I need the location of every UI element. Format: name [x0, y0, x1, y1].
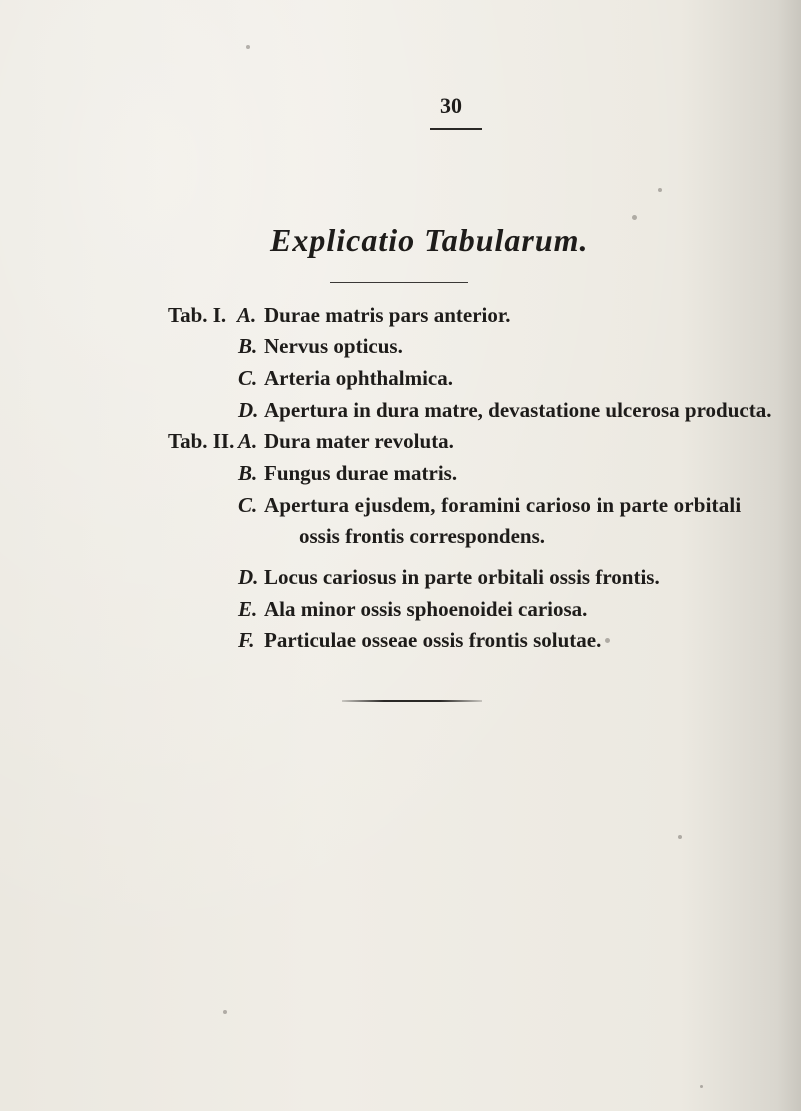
entry-continuation: ossis frontis correspondens. [299, 524, 546, 548]
entry-text: Dura mater revoluta. [264, 429, 454, 453]
entry-text: Nervus opticus. [264, 334, 403, 358]
page-number: 30 [440, 93, 462, 118]
entry-letter: B. [238, 334, 258, 358]
title-rule [330, 282, 468, 283]
entry-letter: A. [237, 303, 257, 327]
entry-text: Particulae osseae ossis frontis solutae. [264, 628, 602, 652]
entry-letter: C. [238, 493, 258, 517]
paper-speck [700, 1085, 703, 1088]
entry-text: Locus cariosus in parte orbitali ossis frontis. [264, 565, 660, 589]
paper-speck [658, 188, 662, 192]
entry-text: Apertura in dura matre, devastatione ulcerosa producta. [264, 398, 772, 422]
entry-letter: F. [238, 628, 255, 652]
paper-speck [223, 1010, 227, 1014]
entry-letter: D. [238, 398, 259, 422]
tab-label-1: Tab. I. [168, 303, 227, 327]
paper-speck [246, 45, 250, 49]
entry-letter: A. [238, 429, 258, 453]
entry-text: Ala minor ossis sphoenoidei cariosa. [264, 597, 588, 621]
entry-text: Durae matris pars anterior. [264, 303, 511, 327]
tab-label-2: Tab. II. [168, 429, 235, 453]
closing-rule [342, 700, 482, 702]
entry-text: Arteria ophthalmica. [264, 366, 453, 390]
page-title: Explicatio Tabularum. [270, 222, 589, 258]
entry-letter: C. [238, 366, 258, 390]
paper-speck [605, 638, 610, 643]
entry-text: Fungus durae matris. [264, 461, 458, 485]
paper-speck [678, 835, 682, 839]
entry-letter: B. [238, 461, 258, 485]
entry-letter: E. [238, 597, 258, 621]
entry-text: Apertura ejusdem, foramini carioso in parte orbitali [264, 493, 742, 517]
paper-speck [632, 215, 637, 220]
page-number-rule [430, 128, 482, 130]
entry-letter: D. [238, 565, 259, 589]
